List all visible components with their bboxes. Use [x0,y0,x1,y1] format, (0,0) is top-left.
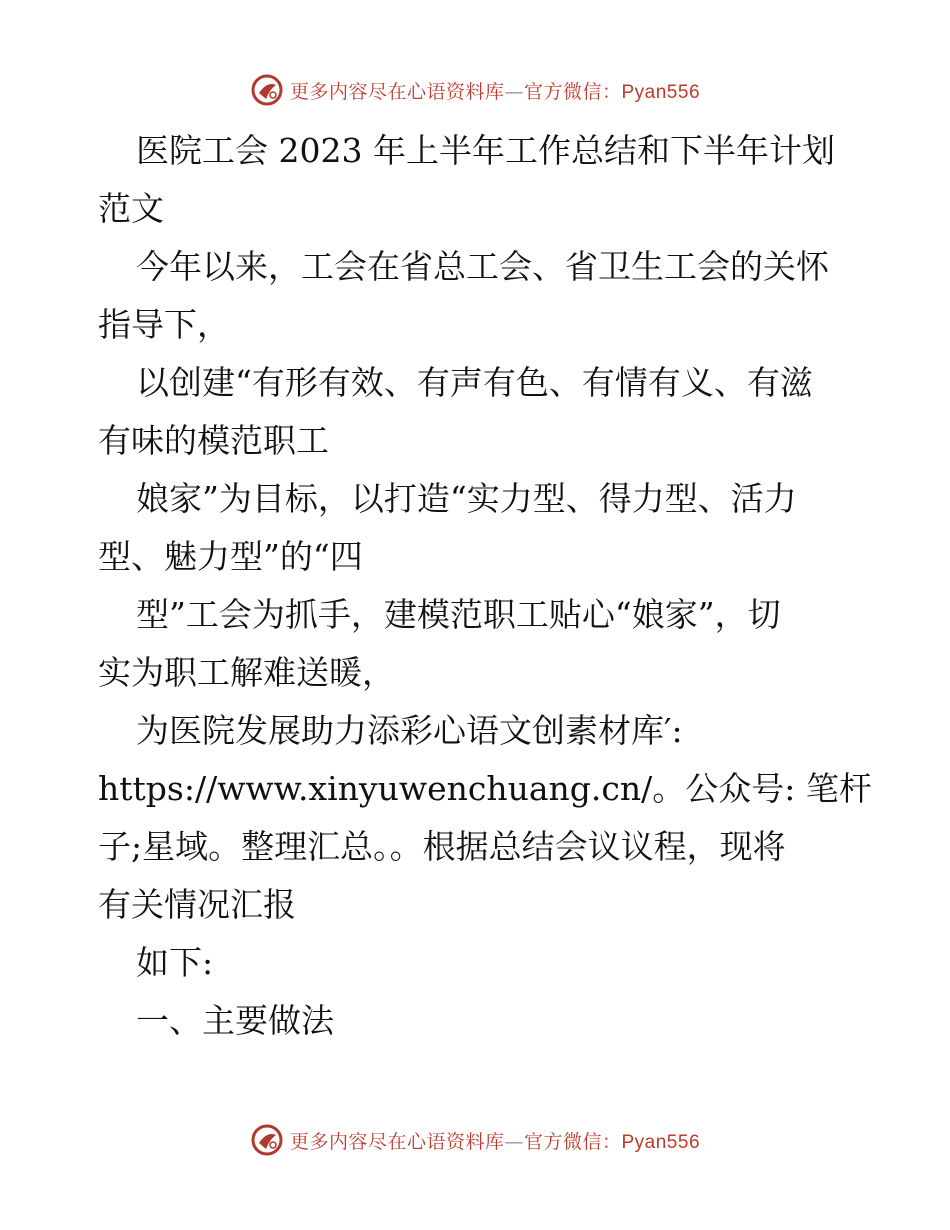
brand-logo-icon [250,1123,284,1157]
watermark-dash: — [504,80,524,103]
doc-line: 型、魅力型”的“四 [98,537,363,576]
brand-logo-icon [250,73,284,107]
watermark-text [290,77,700,104]
doc-line: https://www.xinyuwenchuang.cn/。公众号: 笔杆 [98,769,872,808]
watermark-prefix: 更多内容尽在心语资料库 [289,80,505,103]
footer-watermark [0,1120,950,1160]
doc-line: 为医院发展助力添彩心语文创素材库′: [136,711,683,750]
document-body [98,122,872,1050]
doc-line: 娘家”为目标，以打造“实力型、得力型、活力 [136,479,797,518]
watermark-prefix: 更多内容尽在心语资料库 [289,1130,505,1153]
doc-line: 范文 [98,189,164,228]
doc-line: 一、主要做法 [136,1001,334,1040]
doc-line: 今年以来，工会在省总工会、省卫生工会的关怀 [136,247,829,286]
doc-line: 型”工会为抓手，建模范职工贴心“娘家”，切 [136,595,781,634]
doc-line: 有关情况汇报 [98,885,296,924]
doc-line: 如下: [136,943,214,982]
doc-line: 子;星域。整理汇总。。根据总结会议议程，现将 [98,827,786,866]
doc-line: 有味的模范职工 [98,421,329,460]
watermark-wechat-label: 官方微信： [523,80,622,103]
watermark-wechat-id: Pyan556 [621,81,701,103]
watermark-dash: — [504,1130,524,1153]
doc-line: 指导下， [98,305,230,344]
watermark-wechat-id: Pyan556 [621,1131,701,1153]
doc-line: 以创建“有形有效、有声有色、有情有义、有滋 [136,363,813,402]
watermark-wechat-label: 官方微信： [523,1130,622,1153]
doc-line: 医院工会 2023 年上半年工作总结和下半年计划 [136,131,835,170]
doc-line: 实为职工解难送暖， [98,653,395,692]
watermark-text [290,1127,700,1154]
header-watermark [0,70,950,110]
